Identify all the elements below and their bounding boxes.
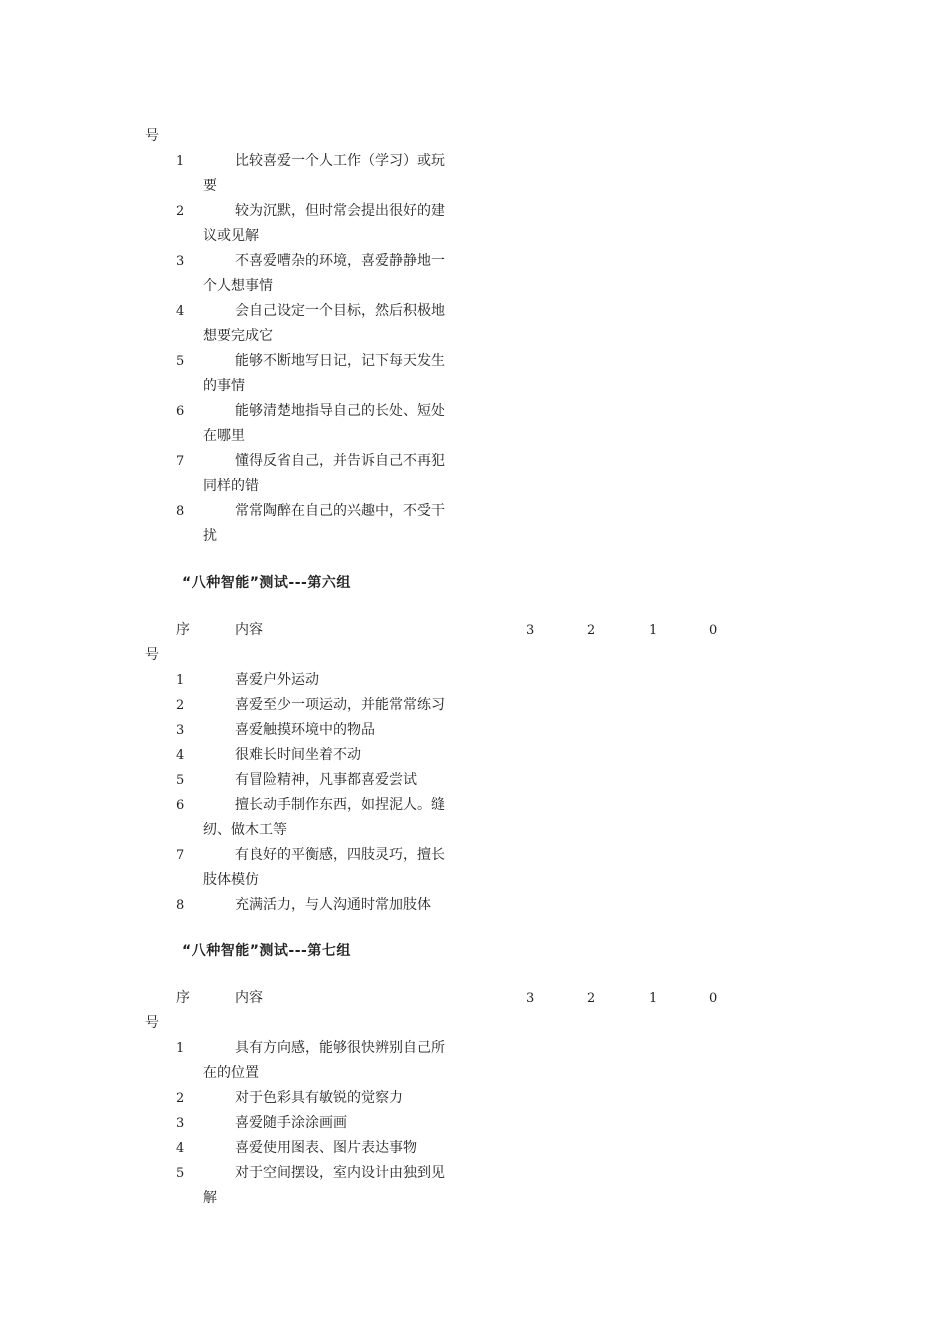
row-content-cont: 解: [203, 1190, 217, 1206]
table-header-seq: 序: [176, 622, 190, 638]
table-header-score-0: 0: [709, 991, 718, 1006]
row-number: 3: [176, 1116, 185, 1131]
table-header-score-3: 3: [526, 623, 535, 638]
row-content-cont: 的事情: [203, 378, 245, 394]
row-number: 6: [176, 798, 185, 813]
row-content-cont: 扰: [203, 528, 217, 544]
row-number: 2: [176, 698, 185, 713]
row-content-cont: 议或见解: [203, 228, 259, 244]
row-content: 很难长时间坐着不动: [235, 747, 361, 763]
row-content: 有冒险精神，凡事都喜爱尝试: [235, 772, 417, 788]
row-content: 喜爱至少一项运动，并能常常练习: [235, 697, 445, 713]
row-content-cont: 同样的错: [203, 478, 259, 494]
row-content: 比较喜爱一个人工作（学习）或玩: [235, 153, 445, 169]
row-number: 3: [176, 723, 185, 738]
row-number: 7: [176, 454, 185, 469]
row-content-cont: 肢体模仿: [203, 872, 259, 888]
table-header-score-3: 3: [526, 991, 535, 1006]
row-content: 懂得反省自己，并告诉自己不再犯: [235, 453, 445, 469]
row-content: 会自己设定一个目标，然后积极地: [235, 303, 445, 319]
row-content: 喜爱户外运动: [235, 672, 319, 688]
row-content: 具有方向感，能够很快辨别自己所: [235, 1040, 445, 1056]
table-header-score-2: 2: [587, 991, 596, 1006]
section-title: “八种智能”测试---第七组: [182, 943, 351, 959]
row-number: 8: [176, 898, 185, 913]
row-content-cont: 要: [203, 178, 217, 194]
row-content: 对于空间摆设，室内设计由独到见: [235, 1165, 445, 1181]
row-content-cont: 想要完成它: [203, 328, 273, 344]
section-title: “八种智能”测试---第六组: [182, 575, 351, 591]
table-header-seq: 序: [176, 990, 190, 1006]
row-number: 4: [176, 748, 185, 763]
table-header-score-0: 0: [709, 623, 718, 638]
row-content: 常常陶醉在自己的兴趣中，不受干: [235, 503, 445, 519]
table-header-seq-tail: 号: [145, 128, 159, 144]
row-number: 1: [176, 673, 185, 688]
row-number: 5: [176, 1166, 185, 1181]
row-number: 2: [176, 204, 185, 219]
table-header-content: 内容: [235, 622, 263, 638]
row-number: 1: [176, 1041, 185, 1056]
row-content: 充满活力，与人沟通时常加肢体: [235, 897, 431, 913]
table-header-seq-tail: 号: [145, 1015, 159, 1031]
table-header-score-2: 2: [587, 623, 596, 638]
row-content: 喜爱随手涂涂画画: [235, 1115, 347, 1131]
table-header-content: 内容: [235, 990, 263, 1006]
row-number: 5: [176, 354, 185, 369]
row-content-cont: 在的位置: [203, 1065, 259, 1081]
row-number: 1: [176, 154, 185, 169]
row-content: 有良好的平衡感，四肢灵巧，擅长: [235, 847, 445, 863]
row-number: 3: [176, 254, 185, 269]
row-content: 能够清楚地指导自己的长处、短处: [235, 403, 445, 419]
row-content: 对于色彩具有敏锐的觉察力: [235, 1090, 403, 1106]
row-content: 能够不断地写日记，记下每天发生: [235, 353, 445, 369]
row-content-cont: 纫、做木工等: [203, 822, 287, 838]
row-content: 不喜爱嘈杂的环境，喜爱静静地一: [235, 253, 445, 269]
row-number: 6: [176, 404, 185, 419]
table-header-score-1: 1: [649, 991, 658, 1006]
row-content-cont: 个人想事情: [203, 278, 273, 294]
row-number: 4: [176, 304, 185, 319]
row-content: 较为沉默，但时常会提出很好的建: [235, 203, 445, 219]
row-content: 喜爱触摸环境中的物品: [235, 722, 375, 738]
table-header-score-1: 1: [649, 623, 658, 638]
row-content: 喜爱使用图表、图片表达事物: [235, 1140, 417, 1156]
row-number: 5: [176, 773, 185, 788]
row-number: 8: [176, 504, 185, 519]
row-content: 擅长动手制作东西，如捏泥人。缝: [235, 797, 445, 813]
row-number: 4: [176, 1141, 185, 1156]
row-content-cont: 在哪里: [203, 428, 245, 444]
table-header-seq-tail: 号: [145, 647, 159, 663]
row-number: 7: [176, 848, 185, 863]
row-number: 2: [176, 1091, 185, 1106]
